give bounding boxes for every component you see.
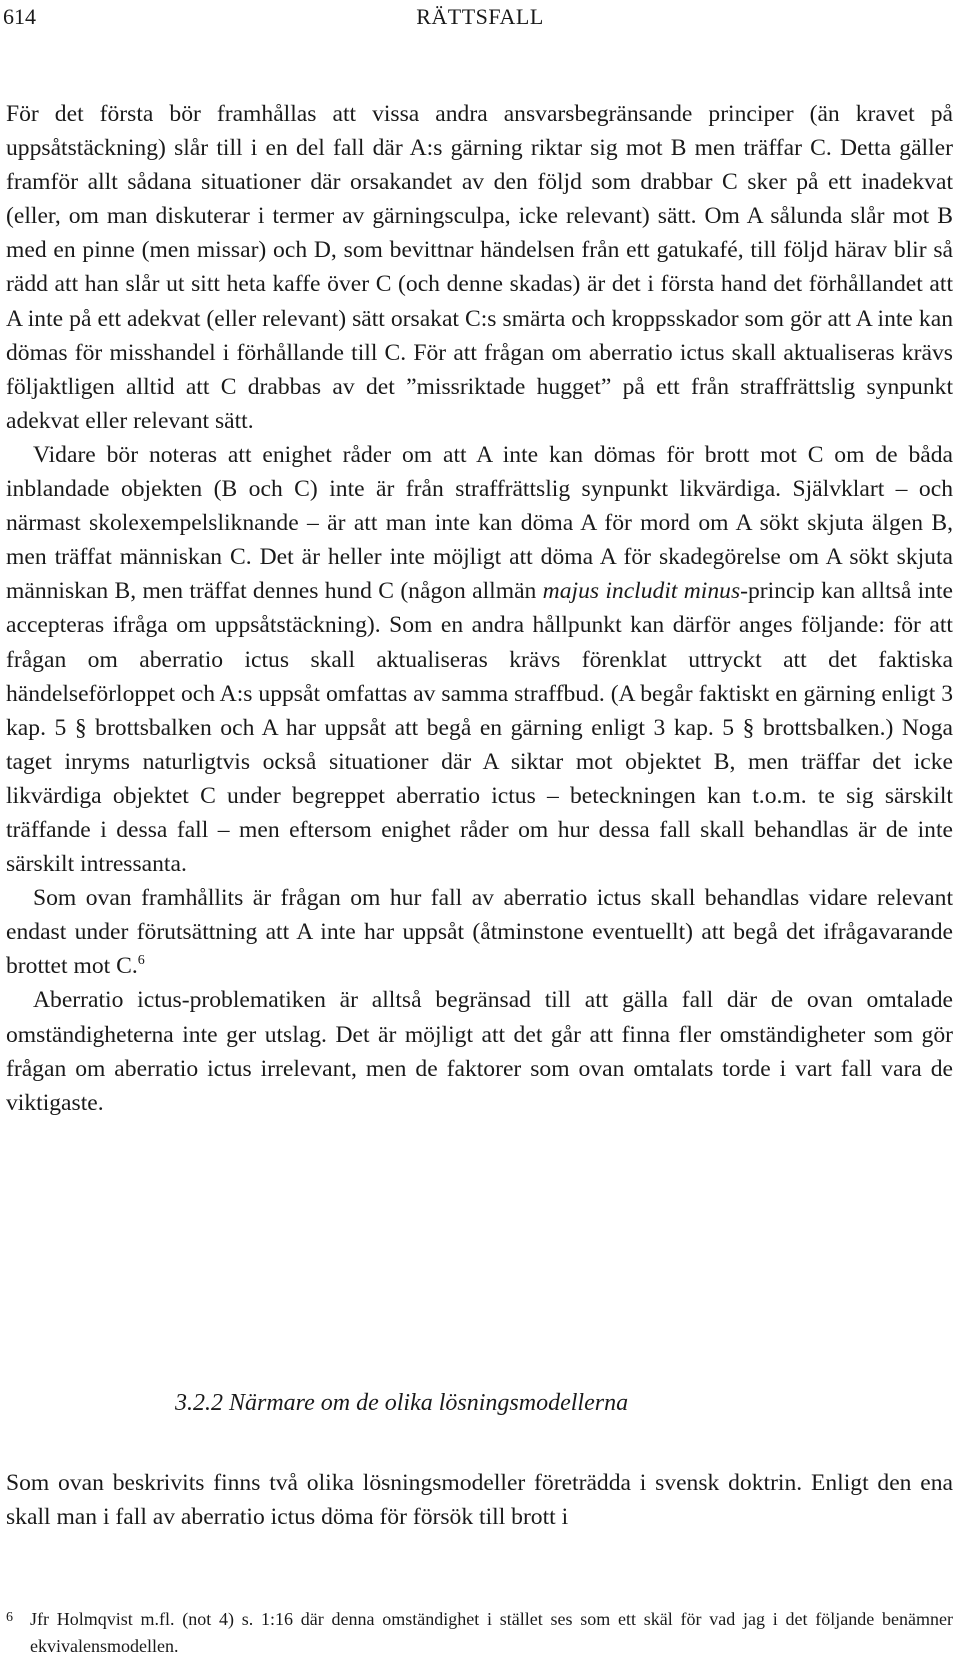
- italic-term: majus includit minus: [542, 578, 741, 605]
- section-heading: 3.2.2 Närmare om de olika lösningsmodellerna: [175, 1390, 629, 1416]
- footnote: [6, 1606, 953, 1660]
- footnote-reference[interactable]: 6: [137, 953, 145, 969]
- body-text: [6, 97, 953, 1120]
- paragraph: Som ovan beskrivits finns två olika lösningsmodeller företrädda i svensk doktrin. Enligt den ena skall man i fall av aberratio ictus döma för försök till brott i: [6, 1470, 953, 1531]
- paragraph: [6, 438, 953, 881]
- paragraph-text: Vidare bör noteras att enighet råder om att A inte kan dömas för brott mot C om de båda inblandade objekten (B och C) inte är från straffrättslig synpunkt likvärdiga. Självklart – och närmast skolexempelsliknande – är att man inte kan döma A för mord om A sökt skjuta älgen B, men träffat människan C. Det är heller inte möjligt att döma A för skadegörelse om A sökt skjuta människan B, men träffat dennes hund C (någon allmän: [6, 441, 953, 605]
- paragraph: Aberratio ictus-problematiken är alltså begränsad till att gälla fall där de ovan omtalade omständigheterna inte ger utslag. Det är möjligt att det går att finna fler omständigheter som gör frågan om aberratio ictus irrelevant, men de faktorer som ovan omtalats torde i vart fall vara de viktigaste.: [6, 987, 953, 1116]
- paragraph: [6, 881, 953, 983]
- running-title: RÄTTSFALL: [416, 4, 544, 29]
- paragraph-text: -princip kan alltså inte accepteras ifråga om uppsåtstäckning). Som en andra hållpunkt kan därför anges följande: för att frågan om aberratio ictus skall aktualiseras krävs förenklat uttryckt att det faktiska händelseförloppet och A:s uppsåt omfattas av samma straffbud. (A begår faktiskt en gärning enligt 3 kap. 5 § brottsbalken och A har uppsåt att begå en gärning enligt 3 kap. 5 § brottsbalken.) Noga taget inryms naturligtvis också situationer där A siktar mot objektet B, men träffar det icke likvärdiga objektet C under begreppet aberratio ictus – beteckningen kan t.o.m. te sig särskilt träffande i dessa fall – men eftersom enighet råder om hur dessa fall skall behandlas är de inte särskilt intressanta.: [6, 578, 953, 878]
- paragraph: För det första bör framhållas att vissa andra ansvarsbegränsande principer (än kravet på uppsåtstäckning) slår till i en del fall där A:s gärning riktar sig mot B men träffar C. Detta gäller framför allt sådana situationer där orsakandet av den följd som drabbar C sker på ett inadekvat (eller, om man diskuterar i termer av gärningsculpa, icke relevant) sätt. Om A sålunda slår mot B med en pinne (men missar) och D, som bevittnar händelsen från ett gatukafé, till följd härav blir så rädd att han slår ut sitt heta kaffe över C (och denne skadas) är det i första hand det förhållandet att A inte på ett adekvat (eller relevant) sätt orsakat C:s smärta och kroppsskador som gör att A inte kan dömas för misshandel i förhållande till C. För att frågan om aberratio ictus skall aktualiseras krävs följaktligen alltid att C drabbas av det ”missriktade hugget” på ett från straffrättslig synpunkt adekvat eller relevant sätt.: [6, 101, 953, 434]
- footnote-number: 6: [6, 1610, 13, 1625]
- footnote-text: Jfr Holmqvist m.fl. (not 4) s. 1:16 där denna omständighet i stället ses som ett skäl för vad jag i det följande benämner ekvivalensmodellen.: [30, 1609, 953, 1656]
- paragraph-text: Som ovan framhållits är frågan om hur fall av aberratio ictus skall behandlas vidare relevant endast under förutsättning att A inte har uppsåt (åtminstone eventuellt) att begå det ifrågavarande brottet mot C.: [6, 885, 953, 980]
- page-number: 614: [3, 4, 36, 29]
